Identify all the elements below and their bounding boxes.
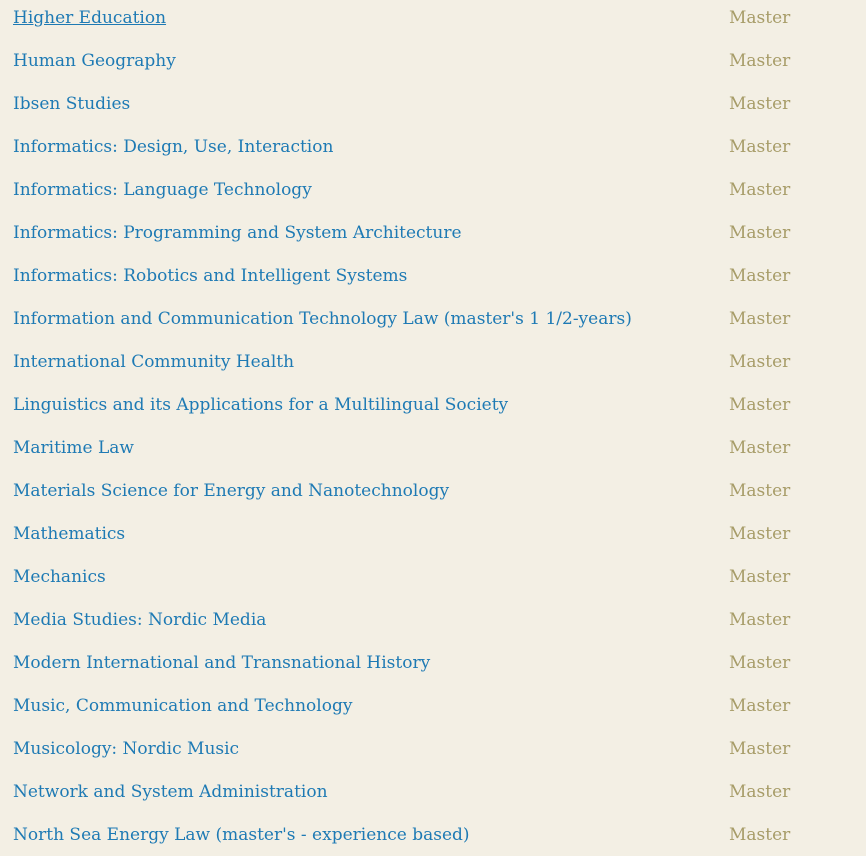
program-row <box>0 39 866 82</box>
level-label: Master <box>729 136 791 157</box>
program-link[interactable]: Informatics: Design, Use, Interaction <box>13 136 334 157</box>
program-row <box>0 254 866 297</box>
program-link[interactable]: Human Geography <box>13 50 176 71</box>
level-label: Master <box>729 93 791 114</box>
program-row <box>0 770 866 813</box>
program-link[interactable]: North Sea Energy Law (master's - experience based) <box>13 824 470 845</box>
program-link[interactable]: Music, Communication and Technology <box>13 695 353 716</box>
program-link[interactable]: Modern International and Transnational History <box>13 652 431 673</box>
program-link[interactable]: Ibsen Studies <box>13 93 131 114</box>
program-row <box>0 0 866 39</box>
level-label: Master <box>729 824 791 845</box>
level-label: Master <box>729 222 791 243</box>
program-row <box>0 82 866 125</box>
program-row <box>0 211 866 254</box>
program-row <box>0 684 866 727</box>
program-row <box>0 340 866 383</box>
program-link[interactable]: Mathematics <box>13 523 126 544</box>
level-label: Master <box>729 781 791 802</box>
program-link[interactable]: Informatics: Programming and System Architecture <box>13 222 462 243</box>
level-label: Master <box>729 738 791 759</box>
level-label: Master <box>729 437 791 458</box>
program-link[interactable]: Informatics: Robotics and Intelligent Systems <box>13 265 408 286</box>
program-link[interactable]: Linguistics and its Applications for a Multilingual Society <box>13 394 509 415</box>
level-label: Master <box>729 394 791 415</box>
program-link[interactable]: Musicology: Nordic Music <box>13 738 240 759</box>
level-label: Master <box>729 351 791 372</box>
program-row <box>0 641 866 684</box>
program-row <box>0 555 866 598</box>
program-link[interactable]: Information and Communication Technology Law (master's 1 1/2-years) <box>13 308 632 329</box>
level-label: Master <box>729 695 791 716</box>
level-label: Master <box>729 566 791 587</box>
program-row <box>0 383 866 426</box>
level-label: Master <box>729 265 791 286</box>
program-row <box>0 512 866 555</box>
program-link[interactable]: Materials Science for Energy and Nanotechnology <box>13 480 450 501</box>
program-link[interactable]: Media Studies: Nordic Media <box>13 609 267 630</box>
program-row <box>0 469 866 512</box>
program-link[interactable]: Maritime Law <box>13 437 134 458</box>
level-label: Master <box>729 609 791 630</box>
level-label: Master <box>729 523 791 544</box>
level-label: Master <box>729 50 791 71</box>
level-label: Master <box>729 179 791 200</box>
program-link[interactable]: Network and System Administration <box>13 781 328 802</box>
program-row <box>0 598 866 641</box>
program-link[interactable]: Mechanics <box>13 566 106 587</box>
level-label: Master <box>729 7 791 28</box>
program-row <box>0 297 866 340</box>
program-link[interactable]: International Community Health <box>13 351 295 372</box>
program-row <box>0 426 866 469</box>
program-row <box>0 168 866 211</box>
level-label: Master <box>729 652 791 673</box>
program-link[interactable]: Higher Education <box>13 7 167 28</box>
program-row <box>0 813 866 856</box>
program-link[interactable]: Informatics: Language Technology <box>13 179 312 200</box>
program-row <box>0 727 866 770</box>
program-row <box>0 125 866 168</box>
level-label: Master <box>729 308 791 329</box>
level-label: Master <box>729 480 791 501</box>
